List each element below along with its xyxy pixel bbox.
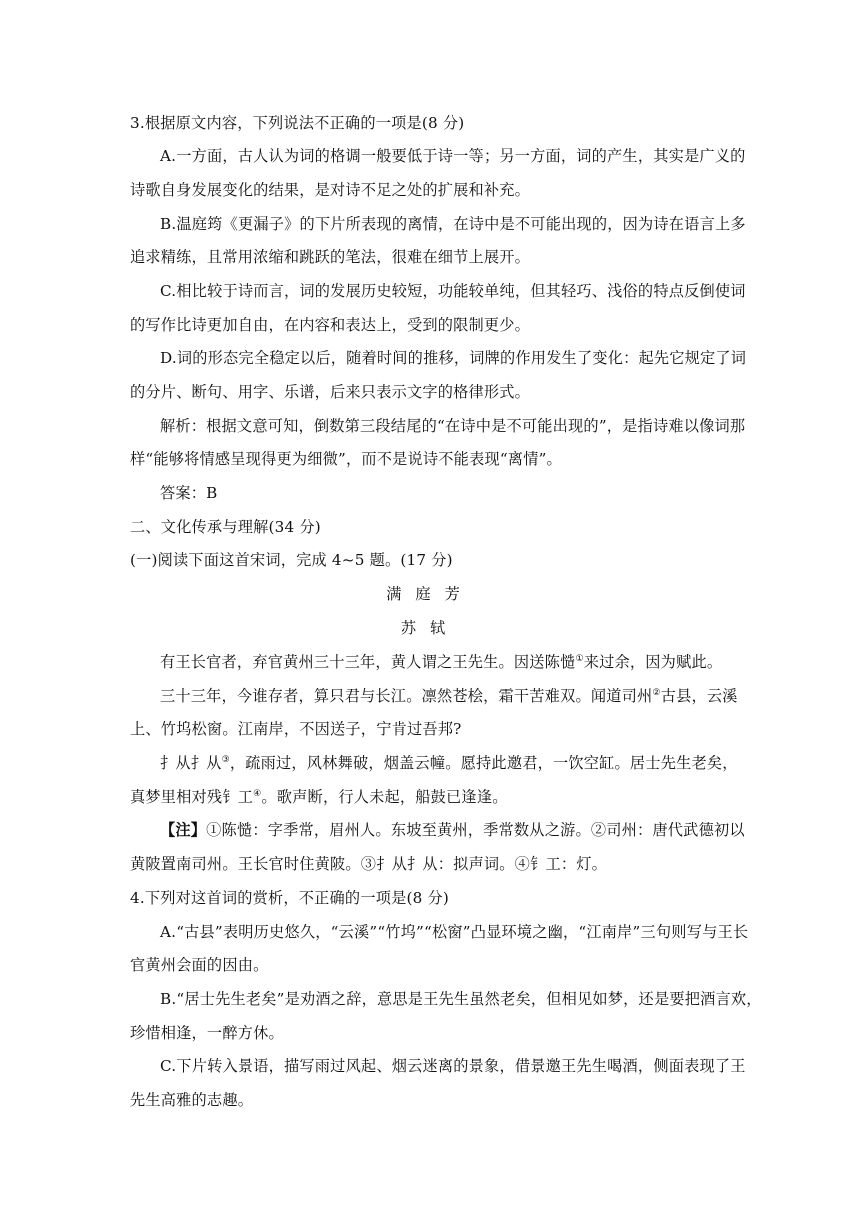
poem-line-3-part2: ，疏雨过，风林舞破，烟盖云幢。愿持此邀君，一饮空缸。居士先生老矣， [229, 754, 738, 772]
question-4-stem: 4.下列对这首词的赏析，不正确的一项是(8 分) [130, 889, 450, 907]
q3-option-c-line1: C.相比较于诗而言，词的发展历史较短，功能较单纯，但其轻巧、浅俗的特点反倒使词 [160, 282, 746, 300]
q3-answer: 答案：B [160, 484, 218, 502]
poem-line-1-part2: 古县，云溪 [660, 687, 738, 705]
footnote-marker-3: ③ [221, 754, 230, 765]
q3-option-b-line1: B.温庭筠《更漏子》的下片所表现的离情，在诗中是不可能出现的，因为诗在语言上多 [160, 215, 746, 233]
q4-option-a-line1: A.“古县”表明历史悠久，“云溪”“竹坞”“松窗”凸显环境之幽，“江南岸”三句则写与王长 [160, 923, 749, 941]
poem-line-4 [130, 787, 730, 807]
q3-option-b-line2: 追求精练，且常用浓缩和跳跃的笔法，很难在细节上展开。 [130, 248, 531, 266]
poem-author: 苏轼 [400, 619, 460, 637]
question-3-stem: 3.根据原文内容，下列说法不正确的一项是(8 分) [130, 114, 465, 132]
poem-line-4-part1: 真梦里相对残钅工 [130, 788, 254, 806]
q4-option-b-line2: 珍惜相逢，一醉方休。 [130, 1024, 284, 1042]
section-2-subheading: (一)阅读下面这首宋词，完成 4~5 题。(17 分) [130, 551, 453, 569]
poem-line-1-part1: 三十三年，今谁存者，算只君与长江。凛然苍桧，霜干苦难双。闻道司州 [160, 687, 653, 705]
notes-label: 【注】 [160, 821, 207, 839]
q3-option-a-line1: A.一方面，古人认为词的格调一般要低于诗一等；另一方面，词的产生，其实是广义的 [160, 147, 746, 165]
q3-option-c-line2: 的写作比诗更加自由，在内容和表达上，受到的限制更少。 [130, 316, 531, 334]
footnote-marker-1: ① [575, 653, 584, 664]
poem-line-3 [160, 753, 738, 773]
notes-line-2: 黄陂置南司州。王长官时住黄陂。③扌从扌从：拟声词。④钅工：灯。 [130, 855, 608, 873]
q4-option-b-line1: B.“居士先生老矣”是劝酒之辞，意思是王先生虽然老矣，但相见如梦，还是要把酒言欢， [160, 990, 762, 1008]
poem-line-4-part2: 。歌声断，行人未起，船鼓已逢逢。 [261, 788, 508, 806]
q3-option-d-line2: 的分片、断句、用字、乐谱，后来只表示文字的格律形式。 [130, 383, 531, 401]
poem-line-1 [160, 686, 738, 706]
q3-analysis-line2: 样“能够将情感呈现得更为细微”，而不是说诗不能表现“离情”。 [130, 450, 562, 468]
poem-preface-part1: 有王长官者，弃官黄州三十三年，黄人谓之王先生。因送陈慥 [160, 653, 576, 671]
poem-line-2: 上、竹坞松窗。江南岸，不因送子，宁肯过吾邦? [130, 720, 462, 738]
q4-option-c-line1: C.下片转入景语，描写雨过风起、烟云迷离的景象，借景邀王先生喝酒，侧面表现了王 [160, 1057, 746, 1075]
q4-option-c-line2: 先生高雅的志趣。 [130, 1091, 254, 1109]
footnote-marker-2: ② [652, 687, 661, 698]
poem-line-3-part1: 扌从扌从 [160, 754, 222, 772]
footnote-marker-4: ④ [253, 788, 262, 799]
q3-option-a-line2: 诗歌自身发展变化的结果，是对诗不足之处的扩展和补充。 [130, 181, 531, 199]
q4-option-a-line2: 官黄州会面的因由。 [130, 956, 269, 974]
q3-analysis-line1: 解析：根据文意可知，倒数第三段结尾的“在诗中是不可能出现的”，是指诗难以像词那 [160, 417, 746, 435]
poem-title: 满庭芳 [386, 585, 474, 603]
poem-preface [160, 652, 730, 672]
section-2-heading: 二、文化传承与理解(34 分) [130, 518, 321, 536]
poem-preface-part2: 来过余，因为赋此。 [583, 653, 723, 671]
notes-text-1: ①陈慥：字季常，眉州人。东坡至黄州，季常数从之游。②司州：唐代武德初以 [206, 821, 745, 839]
q3-option-d-line1: D.词的形态完全稳定以后，随着时间的推移，词牌的作用发生了变化：起先它规定了词 [160, 349, 747, 367]
notes-line-1 [160, 820, 745, 840]
